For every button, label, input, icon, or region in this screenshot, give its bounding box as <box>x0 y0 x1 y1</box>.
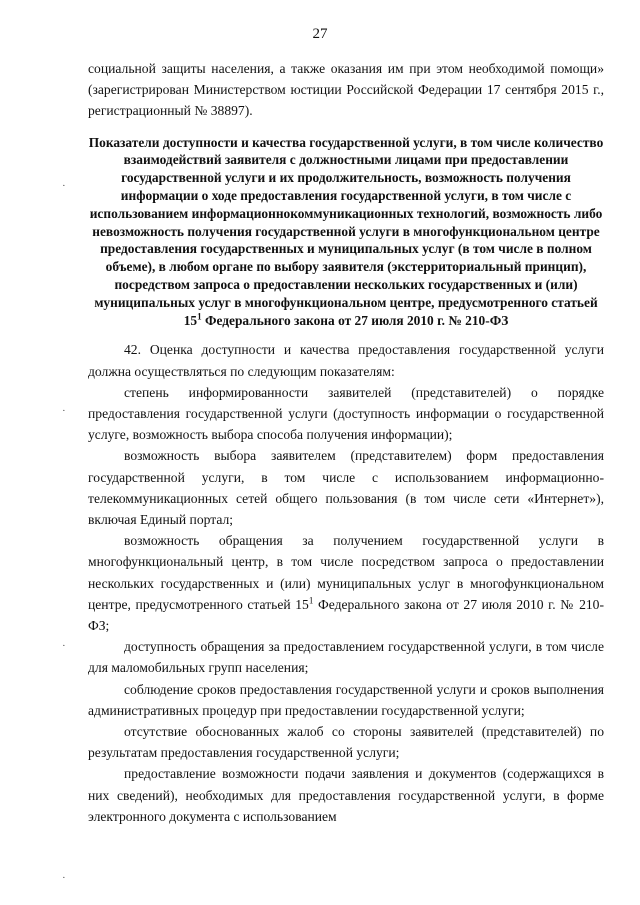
heading-superscript: 1 <box>197 311 202 322</box>
document-body <box>88 58 604 827</box>
margin-dot-mark: · <box>62 640 66 652</box>
indicator-paragraph: предоставление возможности подачи заявления и документов (содержащихся в них сведений), необходимых для предоставления государственной услуги, в форме электронного документа с использованием <box>88 766 604 824</box>
mfc-indicator-text: возможность обращения за получением государственной услуги в многофункциональный центр, в том числе посредством запроса о предоставлении нескольких государственных и (или) муниципальных услуг в многофункциональном центре, предусмотренного статьей 15 <box>88 533 604 612</box>
margin-dot-mark: · <box>62 872 66 884</box>
mfc-indicator-paragraph <box>88 530 604 636</box>
item-42-paragraph: 42. Оценка доступности и качества предоставления государственной услуги должна осуществляться по следующим показателям: <box>88 342 604 379</box>
page-number: 27 <box>312 26 328 42</box>
indicator-paragraph: соблюдение сроков предоставления государственной услуги и сроков выполнения административных процедур при предоставлении государственной услуги; <box>88 681 604 718</box>
mfc-indicator-superscript: 1 <box>308 595 314 606</box>
indicator-paragraph: отсутствие обоснованных жалоб со стороны заявителей (представителей) по результатам предоставления государственной услуги; <box>88 724 604 761</box>
heading-text: Показатели доступности и качества государственной услуги, в том числе количество взаимодействий заявителя с должностными лицами при предоставлении государственной услуги и их продолжительность, возможность получения информации о ходе предоставления государственной услуги, в том числе с использованием информационнокоммуникационных технологий, возможность либо невозможность получения государственной услуги в многофункциональном центре предоставления государственных и муниципальных услуг (в том числе в полном объеме), в любом органе по выбору заявителя (экстерриториальный принцип), посредством запроса о предоставлении нескольких государственных и (или) муниципальных услуг в многофункциональном центре, предусмотренного статьей 15 <box>88 134 604 328</box>
section-heading <box>88 134 604 330</box>
intro-paragraph: социальной защиты населения, а также оказания им при этом необходимой помощи» (зарегистрирован Министерством юстиции Российской Федерации 17 сентября 2015 г., регистрационный № 38897). <box>88 61 604 119</box>
indicator-paragraph: возможность выбора заявителем (представителем) форм предоставления государственной услуги, в том числе с использованием информационно-телекоммуникационных сетей общего пользования (в том числе сети «Интернет»), включая Единый портал; <box>88 448 604 527</box>
margin-dot-mark: · <box>62 180 66 192</box>
indicator-paragraph: доступность обращения за предоставлением государственной услуги, в том числе для маломобильных групп населения; <box>88 639 604 676</box>
heading-text-end: Федерального закона от 27 июля 2010 г. № 210-ФЗ <box>201 312 509 328</box>
margin-dot-mark: · <box>62 405 66 417</box>
indicator-paragraph: степень информированности заявителей (представителей) о порядке предоставления государственной услуги (доступность информации о государственной услуге, возможность выбора способа получения информации); <box>88 384 604 443</box>
mfc-indicator-text-end: Федерального закона от 27 июля 2010 г. № 210-ФЗ; <box>88 596 604 634</box>
